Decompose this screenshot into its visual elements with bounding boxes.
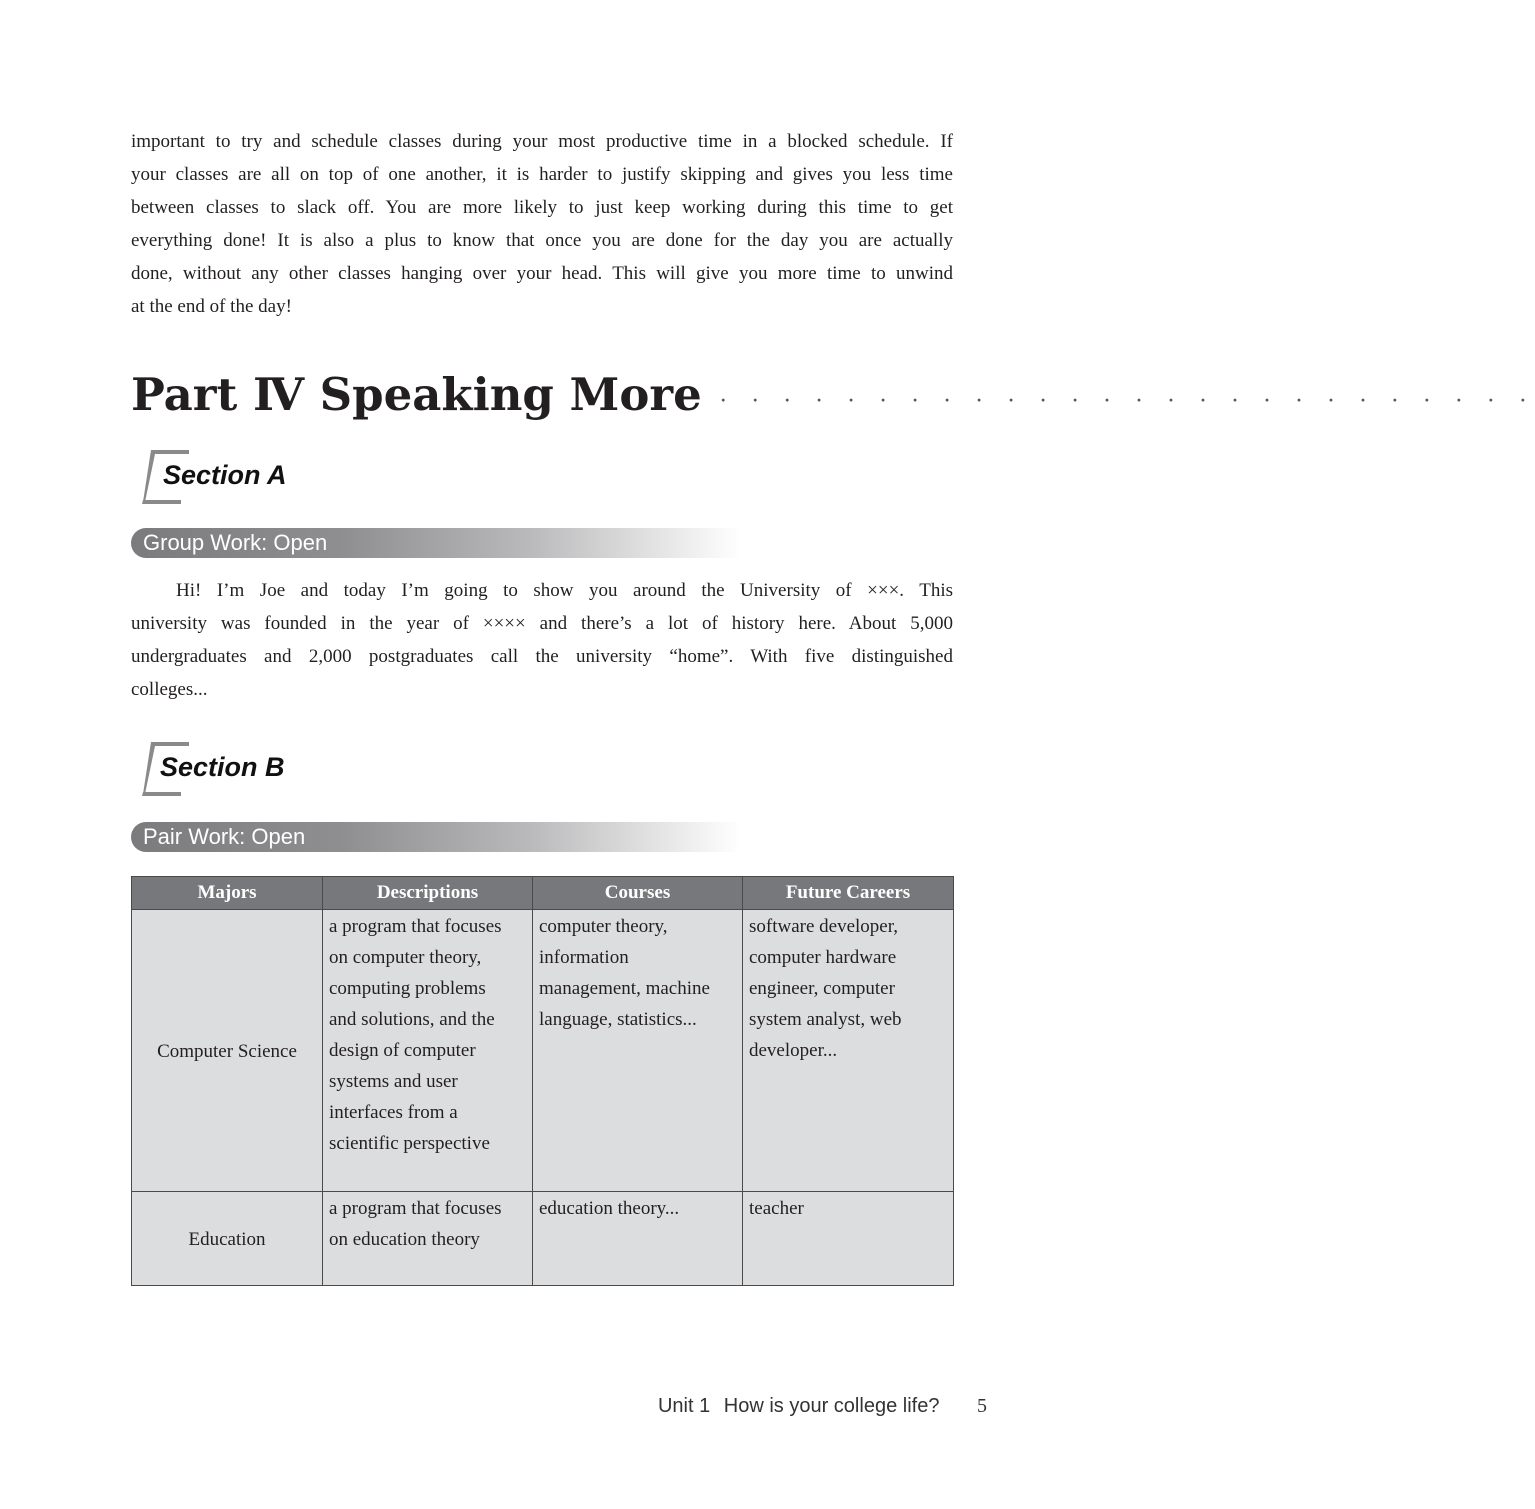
header-descriptions: Descriptions <box>323 877 533 910</box>
footer-unit: Unit 1 <box>657 1395 711 1417</box>
page-footer <box>658 1395 987 1418</box>
section-b-heading <box>131 740 351 800</box>
section-a-label: Section A <box>163 460 287 490</box>
cell-line: system analyst, web <box>749 1009 902 1030</box>
courses-cell <box>533 910 743 1192</box>
cell-line: information <box>539 947 629 968</box>
majors-table <box>131 876 954 1286</box>
section-a-line: Hi! I’m Joe and today I’m going to show you around the University of ×××. This <box>176 580 953 601</box>
header-future-careers: Future Careers <box>743 877 954 910</box>
table-row <box>132 1192 954 1286</box>
cell-line: and solutions, and the <box>329 1009 495 1030</box>
intro-line: your classes are all on top of one another, it is harder to justify skipping and gives you less time <box>131 164 953 185</box>
cell-line: scientific perspective <box>329 1133 490 1154</box>
intro-line: done, without any other classes hanging over your head. This will give you more time to unwind <box>131 263 953 284</box>
description-cell <box>323 1192 533 1286</box>
cell-line: management, machine <box>539 978 710 999</box>
cell-line: developer... <box>749 1040 838 1061</box>
table-header-row <box>132 877 954 910</box>
page-number: 5 <box>977 1395 987 1417</box>
part-title-dots: · · · · · · · · · · · · · · · · · · · · · · · · · · <box>719 389 1535 414</box>
cell-line: on computer theory, <box>329 947 482 968</box>
pair-work-banner: Pair Work: Open <box>131 822 741 852</box>
section-a-line: colleges... <box>131 679 208 700</box>
cell-line: a program that focuses <box>329 1198 502 1219</box>
cell-line: teacher <box>749 1198 804 1219</box>
description-cell <box>323 910 533 1192</box>
cell-line: a program that focuses <box>329 916 502 937</box>
intro-line: between classes to slack off. You are more likely to just keep working during this time to get <box>131 197 953 218</box>
cell-line: interfaces from a <box>329 1102 458 1123</box>
footer-title: How is your college life? <box>723 1395 940 1417</box>
header-courses: Courses <box>533 877 743 910</box>
major-cell: Computer Science <box>132 910 323 1192</box>
careers-cell <box>743 910 954 1192</box>
intro-paragraph <box>131 125 953 323</box>
intro-line: at the end of the day! <box>131 296 292 317</box>
section-a-paragraph <box>131 574 953 706</box>
group-work-banner: Group Work: Open <box>131 528 741 558</box>
part-title <box>131 368 1535 421</box>
part-title-text: Part Ⅳ Speaking More <box>131 368 702 421</box>
section-a-heading <box>131 448 351 508</box>
table-row <box>132 910 954 1192</box>
cell-line: software developer, <box>749 916 899 937</box>
cell-line: language, statistics... <box>539 1009 697 1030</box>
cell-line: computer hardware <box>749 947 897 968</box>
cell-line: design of computer <box>329 1040 476 1061</box>
cell-line: computing problems <box>329 978 486 999</box>
major-cell: Education <box>132 1192 323 1286</box>
intro-line: everything done! It is also a plus to know that once you are done for the day you are actually <box>131 230 953 251</box>
section-b-label: Section B <box>160 752 285 782</box>
courses-cell <box>533 1192 743 1286</box>
cell-line: computer theory, <box>539 916 668 937</box>
careers-cell <box>743 1192 954 1286</box>
cell-line: engineer, computer <box>749 978 895 999</box>
header-majors: Majors <box>132 877 323 910</box>
cell-line: systems and user <box>329 1071 458 1092</box>
cell-line: on education theory <box>329 1229 480 1250</box>
section-a-line: university was founded in the year of ×××× and there’s a lot of history here. About 5,000 <box>131 613 953 634</box>
section-a-line: undergraduates and 2,000 postgraduates call the university “home”. With five distinguished <box>131 646 953 667</box>
cell-line: education theory... <box>539 1198 680 1219</box>
intro-line: important to try and schedule classes during your most productive time in a blocked schedule. If <box>131 131 953 152</box>
